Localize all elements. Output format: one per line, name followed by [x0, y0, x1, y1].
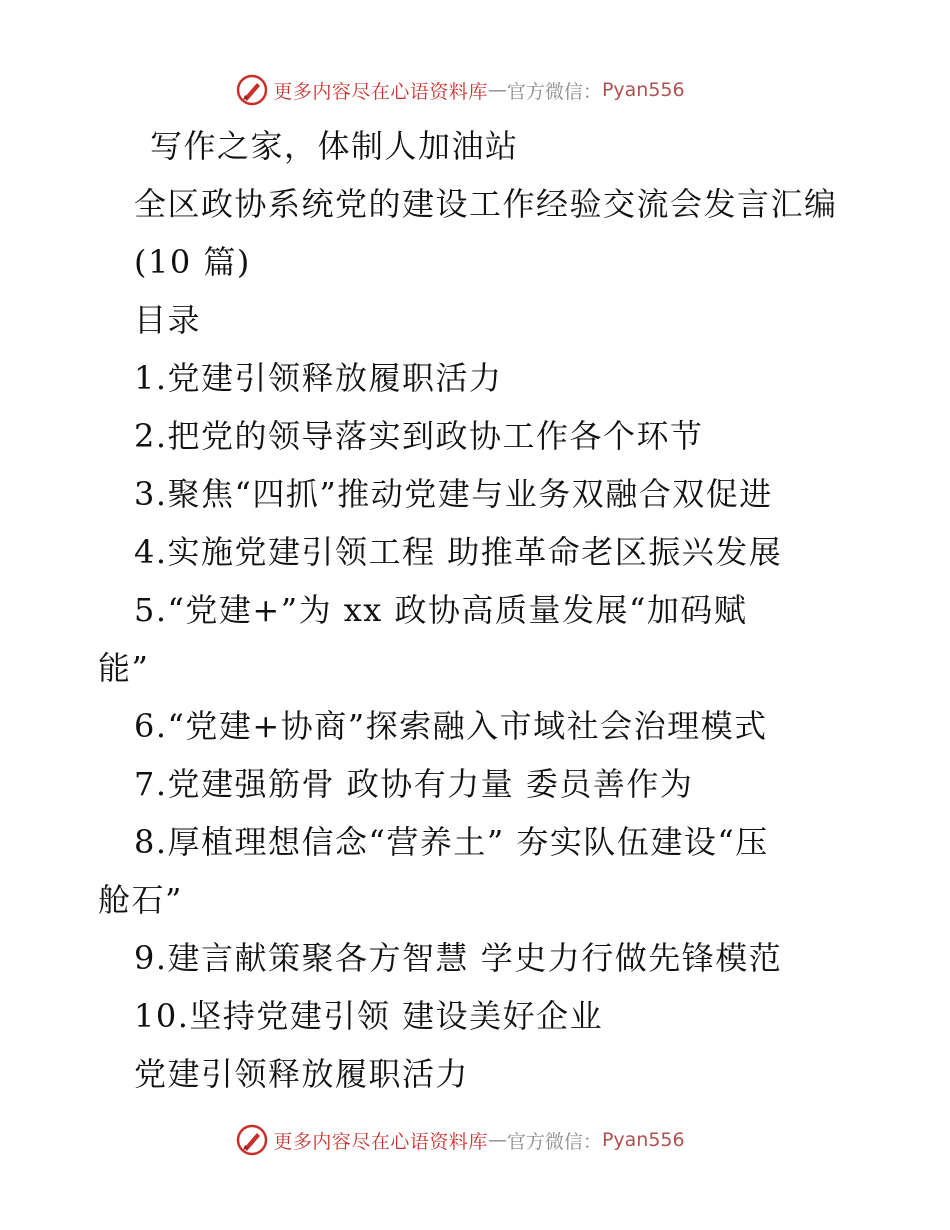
toc-item: 9.建言献策聚各方智慧 学史力行做先锋模范 — [134, 939, 783, 977]
pen-logo-icon — [235, 1123, 269, 1157]
toc-item: 6.“党建+协商”探索融入市域社会治理模式 — [134, 707, 768, 745]
toc-heading: 目录 — [134, 301, 202, 339]
toc-item: 1.党建引领释放履职活力 — [134, 359, 503, 397]
document-header-line: 写作之家，体制人加油站 — [150, 127, 519, 165]
document-title-line2: (10 篇) — [134, 243, 251, 281]
toc-item: 7.党建强筋骨 政协有力量 委员善作为 — [134, 765, 694, 803]
toc-item: 4.实施党建引领工程 助推革命老区振兴发展 — [134, 533, 783, 571]
toc-item: 5.“党建+”为 xx 政协高质量发展“加码赋 — [134, 591, 748, 629]
document-title-line1: 全区政协系统党的建设工作经验交流会发言汇编 — [134, 185, 838, 223]
toc-item: 10.坚持党建引领 建设美好企业 — [134, 997, 604, 1035]
section-title: 党建引领释放履职活力 — [134, 1055, 470, 1093]
watermark-label: 官方微信： — [506, 80, 602, 103]
toc-item: 8.厚植理想信念“营养土” 夯实队伍建设“压 — [134, 823, 769, 861]
watermark-dash: — — [487, 1129, 507, 1151]
watermark-main-text: 更多内容尽在心语资料库 — [273, 1130, 488, 1153]
watermark-account: Pyan556 — [601, 79, 685, 101]
toc-item: 2.把党的领导落实到政协工作各个环节 — [134, 417, 704, 455]
pen-logo-icon — [235, 73, 269, 107]
header-watermark — [0, 70, 950, 110]
toc-item-continuation: 舱石” — [98, 881, 183, 919]
watermark-account: Pyan556 — [601, 1129, 685, 1151]
footer-watermark — [0, 1120, 950, 1160]
watermark-label: 官方微信： — [506, 1130, 602, 1153]
watermark-dash: — — [487, 79, 507, 101]
watermark-main-text: 更多内容尽在心语资料库 — [273, 80, 488, 103]
toc-item: 3.聚焦“四抓”推动党建与业务双融合双促进 — [134, 475, 773, 513]
toc-item-continuation: 能” — [98, 649, 150, 687]
